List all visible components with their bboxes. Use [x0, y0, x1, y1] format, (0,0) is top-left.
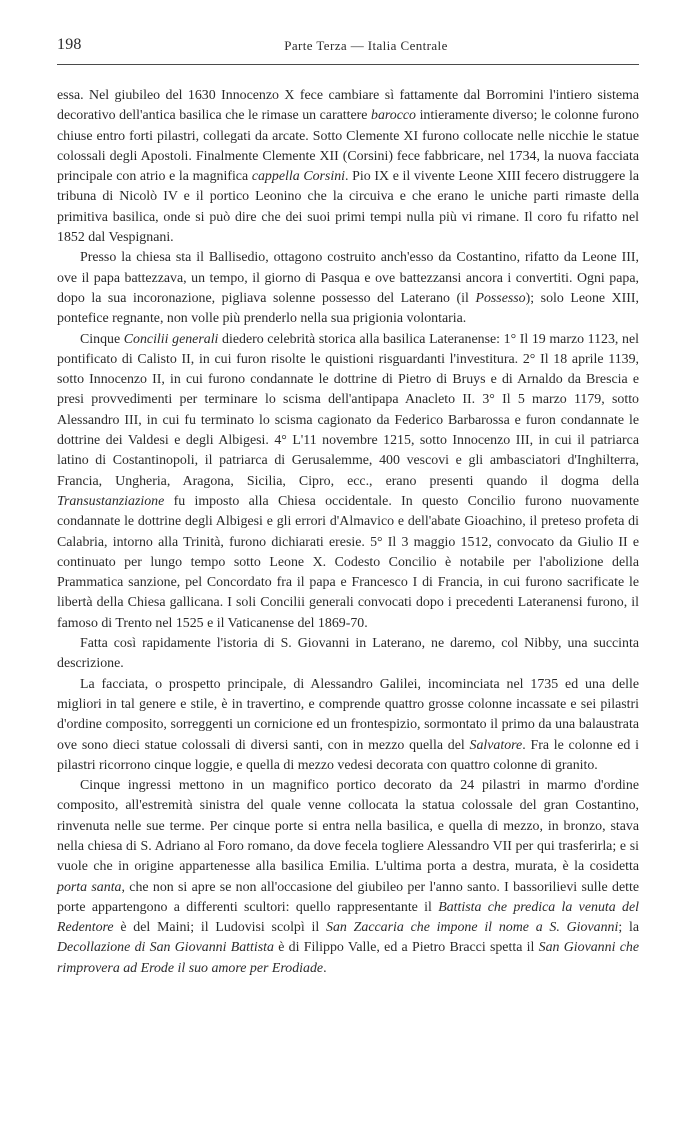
page-number: 198 [57, 36, 82, 53]
text-run: Cinque ingressi mettono in un magnifico portico decorato da 24 pilastri in marmo d'ordine composito, all'estremità sinistra del quale venne collocata la statua colossale del gran Costantino, rinvenuta nelle sue terme. Per cinque porte si entra nella basilica, e quella di mezzo, in bronzo, stava nella chiesa di S. Adriano al Foro romano, da dove fecela togliere Alessandro VII per qui trasferirla; e si vuole che in origine appartenesse alla basilica Emilia. L'ultima porta a destra, murata, è la cosidetta [57, 778, 639, 875]
text-run: , che non si apre se non all'occasione del giubileo per l'anno santo. I bassorilievi sulle dette porte appartengono a differenti scultori: quello rappresentante il [57, 879, 639, 915]
italic-text: San Giovanni che rimprovera ad Erode il suo amore per Erodiade [57, 940, 639, 976]
text-run: fu imposto alla Chiesa occidentale. In questo Concilio furono nuovamente condannate le dottrine degli Albigesi e gli errori d'Almavico e dell'abate Gioachino, il preteso profeta di Calabria, intorno alla Trinità, furono dichiarati eresie. 5° Il 3 maggio 1512, convocato da Giulio II e continuato per lungo tempo sotto Leone X. Codesto Concilio è notabile per l'abolizione della Prammatica sanzione, pel Concordato fra il papa e Francesco I di Francia, in cui furono sacrificate le libertà della Chiesa gallicana. I soli Concilii generali convocati dopo i precedenti Lateranensi furono, il famoso di Trento nel 1525 e il Vaticanense del 1869-70. [57, 493, 639, 631]
text-run: Presso la chiesa sta il Ballisedio, ottagono costruito anch'esso da Costantino, rifatto da Leone III, ove il papa battezzava, un tempo, il giorno di Pasqua e ove battezzansi ancora i convertiti. Ogni papa, dopo la sua incoronazione, pigliava solenne possesso del Laterano (il [57, 250, 639, 306]
italic-text: Salvatore [469, 737, 523, 753]
text-run: diedero celebrità storica alla basilica Lateranense: 1° Il 19 marzo 1123, nel pontificato di Calisto II, in cui furon risolte le quistioni risguardanti l'investitura. 2° Il 18 aprile 1139, sotto Innocenzo II, in cui furono condannate le dottrine di Pietro di Bruys e di Arnaldo da Brescia e presi provvedimenti per terminare lo scisma dell'antipapa Anacleto II. 3° Il 5 marzo 1179, sotto Alessandro III, in cui fu terminato lo scisma cagionato da Federico Barbarossa e furon condannate le dottrine dei Valdesi e degli Albigesi. 4° L'11 novembre 1215, sotto Innocenzo III, in cui il patriarca latino di Costantinopoli, il patriarca di Gerusalemme, 400 vescovi e gli ambasciatori d'Inghilterra, Francia, Ungheria, Aragona, Sicilia, Cipro, ecc., erano presenti quando il dogma della [57, 331, 639, 489]
text-run: . Pio IX e il vivente Leone XIII fecero distruggere la tribuna di Nicolò IV e il portico Leonino che la circuiva e che erano le uniche parti rimaste della primitiva basilica, onde si può dire che dei suoi primi tempi nulla più vi rimane. Il coro fu rifatto nel 1852 dal Vespignani. [57, 169, 639, 246]
italic-text: barocco [371, 108, 417, 124]
running-title: Parte Terza — Italia Centrale [284, 38, 448, 53]
italic-text: porta santa [57, 879, 122, 895]
text-run: ); solo Leone XIII, pontefice regnante, non volle più prenderlo nella sua prigionia volontaria. [57, 290, 640, 327]
text-run: è di Filippo Valle, ed a Pietro Bracci spetta il [273, 940, 539, 956]
italic-text: Battista che predica la venuta del Redentore [57, 899, 639, 936]
text-run: Cinque [80, 331, 124, 347]
paragraph [57, 675, 639, 776]
italic-text: Possesso [475, 290, 526, 306]
paragraph [57, 776, 639, 979]
text-run: intieramente diverso; le colonne furono chiuse entro forti pilastri, collegati da arcate. Sotto Clemente XI furono collocate nelle nicchie le statue colossali degli Apostoli. Finalmente Clemente XII (Corsini) fece fabbricare, nel 1734, la nuova facciata principale con atrio e la magnifica [57, 108, 639, 185]
page-header [57, 36, 639, 58]
paragraph [57, 248, 639, 329]
text-run: La facciata, o prospetto principale, di Alessandro Galilei, incominciata nel 1735 ed una delle migliori in tal genere e stile, è in travertino, e comprende quattro grosse colonne incassate e sei pilastri d'ordine composito, sorreggenti un cornicione ed un frontespizio, sormontato il primo da una balaustrata ove sono dieci statue colossali di diversi santi, con in mezzo quella del [57, 676, 639, 753]
header-rule [57, 64, 639, 65]
paragraph [57, 634, 639, 675]
italic-text: cappella Corsini [251, 169, 346, 185]
italic-text: San Zaccaria che impone il nome a S. Giovanni [326, 920, 619, 936]
paragraph [57, 86, 639, 248]
text-run: è del Maini; il Ludovisi scolpì il [113, 920, 327, 936]
text-run: . [323, 960, 327, 976]
text-run: Fatta così rapidamente l'istoria di S. Giovanni in Laterano, ne daremo, col Nibby, una succinta descrizione. [57, 636, 639, 672]
italic-text: Decollazione di San Giovanni Battista [57, 940, 274, 956]
paragraph [57, 330, 639, 634]
italic-text: Transustanziazione [57, 493, 165, 509]
text-run: . Fra le colonne ed i pilastri ricorrono cinque loggie, e quella di mezzo vedesi decorata con quattro colonne di granito. [57, 737, 639, 773]
body-text [57, 86, 639, 979]
text-run: ; la [618, 920, 639, 936]
text-run: essa. Nel giubileo del 1630 Innocenzo X fece cambiare sì fattamente dal Borromini l'intiero sistema decorativo dell'antica basilica che le rimase un carattere [57, 88, 639, 124]
italic-text: Concilii generali [123, 331, 219, 347]
